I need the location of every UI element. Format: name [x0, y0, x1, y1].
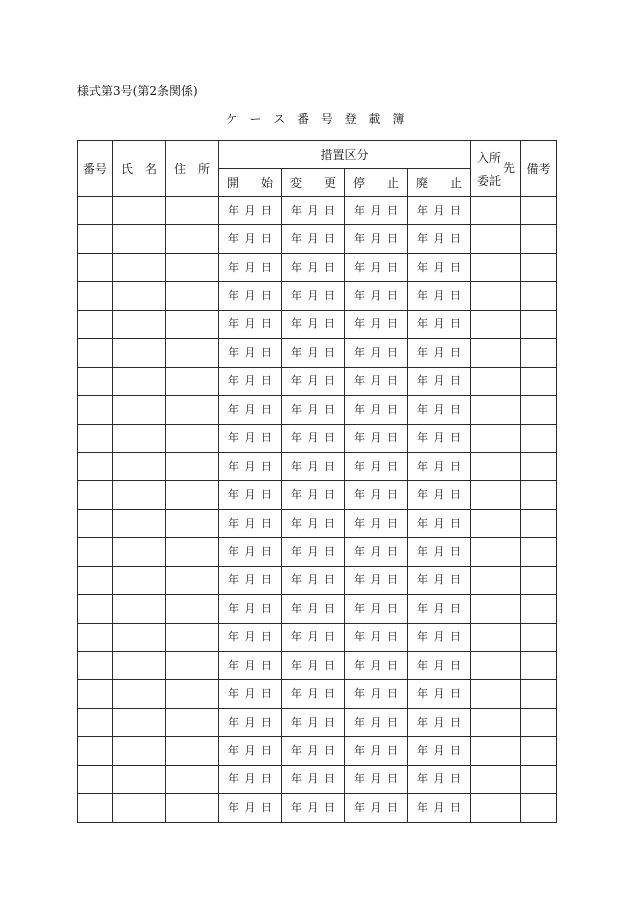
abolish-date-cell: 年 月 日 — [408, 282, 471, 310]
address-cell — [166, 310, 219, 338]
stop-date-cell: 年 月 日 — [345, 595, 408, 623]
abolish-date-cell: 年 月 日 — [408, 253, 471, 281]
header-facility — [471, 141, 521, 197]
table-row — [78, 367, 557, 395]
start-date-cell: 年 月 日 — [219, 652, 282, 680]
address-cell — [166, 282, 219, 310]
stop-date-cell: 年 月 日 — [345, 253, 408, 281]
change-date-cell: 年 月 日 — [282, 339, 345, 367]
header-facility-right: 先 — [503, 161, 516, 175]
number-cell — [78, 367, 113, 395]
remarks-cell — [521, 282, 557, 310]
abolish-date-cell: 年 月 日 — [408, 509, 471, 537]
facility-cell — [471, 367, 521, 395]
facility-cell — [471, 538, 521, 566]
name-cell — [113, 282, 166, 310]
facility-cell — [471, 225, 521, 253]
facility-cell — [471, 737, 521, 765]
remarks-cell — [521, 339, 557, 367]
number-cell — [78, 566, 113, 594]
remarks-cell — [521, 367, 557, 395]
facility-cell — [471, 339, 521, 367]
name-cell — [113, 225, 166, 253]
change-date-cell: 年 月 日 — [282, 367, 345, 395]
change-date-cell: 年 月 日 — [282, 708, 345, 736]
facility-cell — [471, 509, 521, 537]
stop-date-cell: 年 月 日 — [345, 680, 408, 708]
address-cell — [166, 595, 219, 623]
number-cell — [78, 737, 113, 765]
facility-cell — [471, 765, 521, 793]
page-title: ケ ー ス 番 号 登 載 簿 — [225, 112, 409, 126]
abolish-date-cell: 年 月 日 — [408, 538, 471, 566]
number-cell — [78, 339, 113, 367]
name-cell — [113, 424, 166, 452]
name-cell — [113, 680, 166, 708]
address-cell — [166, 623, 219, 651]
address-cell — [166, 538, 219, 566]
change-date-cell: 年 月 日 — [282, 566, 345, 594]
change-date-cell: 年 月 日 — [282, 680, 345, 708]
name-cell — [113, 197, 166, 225]
table-row — [78, 794, 557, 822]
address-cell — [166, 652, 219, 680]
table-row — [78, 197, 557, 225]
abolish-date-cell: 年 月 日 — [408, 794, 471, 822]
start-date-cell: 年 月 日 — [219, 339, 282, 367]
table-row — [78, 538, 557, 566]
name-cell — [113, 367, 166, 395]
header-facility-top: 入所 — [477, 151, 502, 165]
address-cell — [166, 680, 219, 708]
remarks-cell — [521, 452, 557, 480]
change-date-cell: 年 月 日 — [282, 424, 345, 452]
table-row — [78, 424, 557, 452]
stop-date-cell: 年 月 日 — [345, 623, 408, 651]
remarks-cell — [521, 396, 557, 424]
address-cell — [166, 737, 219, 765]
remarks-cell — [521, 225, 557, 253]
number-cell — [78, 652, 113, 680]
start-date-cell: 年 月 日 — [219, 452, 282, 480]
change-date-cell: 年 月 日 — [282, 509, 345, 537]
number-cell — [78, 680, 113, 708]
facility-cell — [471, 282, 521, 310]
start-date-cell: 年 月 日 — [219, 680, 282, 708]
facility-cell — [471, 310, 521, 338]
abolish-date-cell: 年 月 日 — [408, 367, 471, 395]
table-header — [78, 141, 557, 197]
facility-cell — [471, 708, 521, 736]
abolish-date-cell: 年 月 日 — [408, 566, 471, 594]
address-cell — [166, 481, 219, 509]
start-date-cell: 年 月 日 — [219, 282, 282, 310]
facility-cell — [471, 197, 521, 225]
number-cell — [78, 481, 113, 509]
remarks-cell — [521, 538, 557, 566]
facility-cell — [471, 680, 521, 708]
address-cell — [166, 509, 219, 537]
name-cell — [113, 737, 166, 765]
table-row — [78, 225, 557, 253]
table-row — [78, 452, 557, 480]
address-cell — [166, 396, 219, 424]
start-date-cell: 年 月 日 — [219, 253, 282, 281]
table-body — [78, 197, 557, 823]
stop-date-cell: 年 月 日 — [345, 339, 408, 367]
remarks-cell — [521, 680, 557, 708]
number-cell — [78, 595, 113, 623]
address-cell — [166, 452, 219, 480]
change-date-cell: 年 月 日 — [282, 652, 345, 680]
facility-cell — [471, 452, 521, 480]
header-remarks: 備考 — [521, 141, 557, 197]
number-cell — [78, 197, 113, 225]
abolish-date-cell: 年 月 日 — [408, 652, 471, 680]
remarks-cell — [521, 197, 557, 225]
start-date-cell: 年 月 日 — [219, 396, 282, 424]
address-cell — [166, 708, 219, 736]
table-row — [78, 708, 557, 736]
remarks-cell — [521, 481, 557, 509]
facility-cell — [471, 794, 521, 822]
number-cell — [78, 765, 113, 793]
name-cell — [113, 396, 166, 424]
table-row — [78, 737, 557, 765]
number-cell — [78, 452, 113, 480]
abolish-date-cell: 年 月 日 — [408, 708, 471, 736]
stop-date-cell: 年 月 日 — [345, 452, 408, 480]
remarks-cell — [521, 652, 557, 680]
address-cell — [166, 197, 219, 225]
abolish-date-cell: 年 月 日 — [408, 310, 471, 338]
change-date-cell: 年 月 日 — [282, 765, 345, 793]
address-cell — [166, 367, 219, 395]
header-measure-stop: 停 止 — [345, 169, 408, 197]
name-cell — [113, 310, 166, 338]
facility-cell — [471, 396, 521, 424]
start-date-cell: 年 月 日 — [219, 509, 282, 537]
abolish-date-cell: 年 月 日 — [408, 396, 471, 424]
stop-date-cell: 年 月 日 — [345, 367, 408, 395]
stop-date-cell: 年 月 日 — [345, 708, 408, 736]
start-date-cell: 年 月 日 — [219, 225, 282, 253]
abolish-date-cell: 年 月 日 — [408, 595, 471, 623]
stop-date-cell: 年 月 日 — [345, 282, 408, 310]
remarks-cell — [521, 424, 557, 452]
address-cell — [166, 424, 219, 452]
table-row — [78, 481, 557, 509]
table-row — [78, 339, 557, 367]
change-date-cell: 年 月 日 — [282, 396, 345, 424]
name-cell — [113, 708, 166, 736]
change-date-cell: 年 月 日 — [282, 538, 345, 566]
stop-date-cell: 年 月 日 — [345, 197, 408, 225]
stop-date-cell: 年 月 日 — [345, 396, 408, 424]
name-cell — [113, 509, 166, 537]
table-row — [78, 282, 557, 310]
remarks-cell — [521, 310, 557, 338]
number-cell — [78, 396, 113, 424]
stop-date-cell: 年 月 日 — [345, 652, 408, 680]
number-cell — [78, 282, 113, 310]
address-cell — [166, 765, 219, 793]
case-number-register-table — [77, 140, 557, 823]
change-date-cell: 年 月 日 — [282, 481, 345, 509]
start-date-cell: 年 月 日 — [219, 765, 282, 793]
change-date-cell: 年 月 日 — [282, 452, 345, 480]
change-date-cell: 年 月 日 — [282, 794, 345, 822]
number-cell — [78, 424, 113, 452]
abolish-date-cell: 年 月 日 — [408, 424, 471, 452]
remarks-cell — [521, 509, 557, 537]
abolish-date-cell: 年 月 日 — [408, 680, 471, 708]
abolish-date-cell: 年 月 日 — [408, 197, 471, 225]
number-cell — [78, 509, 113, 537]
number-cell — [78, 310, 113, 338]
number-cell — [78, 623, 113, 651]
number-cell — [78, 538, 113, 566]
name-cell — [113, 595, 166, 623]
header-facility-label — [471, 141, 520, 196]
start-date-cell: 年 月 日 — [219, 566, 282, 594]
name-cell — [113, 253, 166, 281]
name-cell — [113, 538, 166, 566]
stop-date-cell: 年 月 日 — [345, 481, 408, 509]
start-date-cell: 年 月 日 — [219, 623, 282, 651]
header-row-1 — [78, 141, 557, 169]
abolish-date-cell: 年 月 日 — [408, 623, 471, 651]
facility-cell — [471, 424, 521, 452]
remarks-cell — [521, 595, 557, 623]
number-cell — [78, 253, 113, 281]
change-date-cell: 年 月 日 — [282, 310, 345, 338]
remarks-cell — [521, 623, 557, 651]
change-date-cell: 年 月 日 — [282, 282, 345, 310]
address-cell — [166, 225, 219, 253]
start-date-cell: 年 月 日 — [219, 424, 282, 452]
header-measure-start: 開 始 — [219, 169, 282, 197]
stop-date-cell: 年 月 日 — [345, 509, 408, 537]
stop-date-cell: 年 月 日 — [345, 225, 408, 253]
change-date-cell: 年 月 日 — [282, 623, 345, 651]
remarks-cell — [521, 737, 557, 765]
name-cell — [113, 452, 166, 480]
stop-date-cell: 年 月 日 — [345, 424, 408, 452]
address-cell — [166, 566, 219, 594]
remarks-cell — [521, 253, 557, 281]
header-measure-group: 措置区分 — [219, 141, 471, 169]
address-cell — [166, 339, 219, 367]
change-date-cell: 年 月 日 — [282, 253, 345, 281]
change-date-cell: 年 月 日 — [282, 737, 345, 765]
table-row — [78, 566, 557, 594]
start-date-cell: 年 月 日 — [219, 481, 282, 509]
table-row — [78, 253, 557, 281]
number-cell — [78, 794, 113, 822]
abolish-date-cell: 年 月 日 — [408, 452, 471, 480]
header-measure-abolish: 廃 止 — [408, 169, 471, 197]
header-address: 住 所 — [166, 141, 219, 197]
table-row — [78, 310, 557, 338]
abolish-date-cell: 年 月 日 — [408, 737, 471, 765]
header-number: 番号 — [78, 141, 113, 197]
form-label: 様式第3号(第2条関係) — [77, 84, 198, 98]
name-cell — [113, 339, 166, 367]
table-row — [78, 680, 557, 708]
facility-cell — [471, 481, 521, 509]
facility-cell — [471, 566, 521, 594]
remarks-cell — [521, 566, 557, 594]
change-date-cell: 年 月 日 — [282, 595, 345, 623]
table-row — [78, 396, 557, 424]
header-name: 氏 名 — [113, 141, 166, 197]
stop-date-cell: 年 月 日 — [345, 538, 408, 566]
table-row — [78, 765, 557, 793]
start-date-cell: 年 月 日 — [219, 310, 282, 338]
abolish-date-cell: 年 月 日 — [408, 765, 471, 793]
number-cell — [78, 708, 113, 736]
change-date-cell: 年 月 日 — [282, 225, 345, 253]
start-date-cell: 年 月 日 — [219, 737, 282, 765]
change-date-cell: 年 月 日 — [282, 197, 345, 225]
facility-cell — [471, 595, 521, 623]
table-row — [78, 652, 557, 680]
facility-cell — [471, 253, 521, 281]
number-cell — [78, 225, 113, 253]
abolish-date-cell: 年 月 日 — [408, 339, 471, 367]
stop-date-cell: 年 月 日 — [345, 566, 408, 594]
stop-date-cell: 年 月 日 — [345, 794, 408, 822]
table-row — [78, 595, 557, 623]
table-row — [78, 509, 557, 537]
stop-date-cell: 年 月 日 — [345, 737, 408, 765]
name-cell — [113, 765, 166, 793]
start-date-cell: 年 月 日 — [219, 794, 282, 822]
name-cell — [113, 652, 166, 680]
start-date-cell: 年 月 日 — [219, 197, 282, 225]
remarks-cell — [521, 708, 557, 736]
name-cell — [113, 566, 166, 594]
facility-cell — [471, 652, 521, 680]
stop-date-cell: 年 月 日 — [345, 310, 408, 338]
abolish-date-cell: 年 月 日 — [408, 225, 471, 253]
table-row — [78, 623, 557, 651]
facility-cell — [471, 623, 521, 651]
name-cell — [113, 481, 166, 509]
name-cell — [113, 794, 166, 822]
header-measure-change: 変 更 — [282, 169, 345, 197]
abolish-date-cell: 年 月 日 — [408, 481, 471, 509]
remarks-cell — [521, 794, 557, 822]
stop-date-cell: 年 月 日 — [345, 765, 408, 793]
start-date-cell: 年 月 日 — [219, 595, 282, 623]
start-date-cell: 年 月 日 — [219, 538, 282, 566]
remarks-cell — [521, 765, 557, 793]
start-date-cell: 年 月 日 — [219, 708, 282, 736]
header-facility-bottom: 委託 — [477, 174, 502, 188]
address-cell — [166, 253, 219, 281]
start-date-cell: 年 月 日 — [219, 367, 282, 395]
address-cell — [166, 794, 219, 822]
name-cell — [113, 623, 166, 651]
